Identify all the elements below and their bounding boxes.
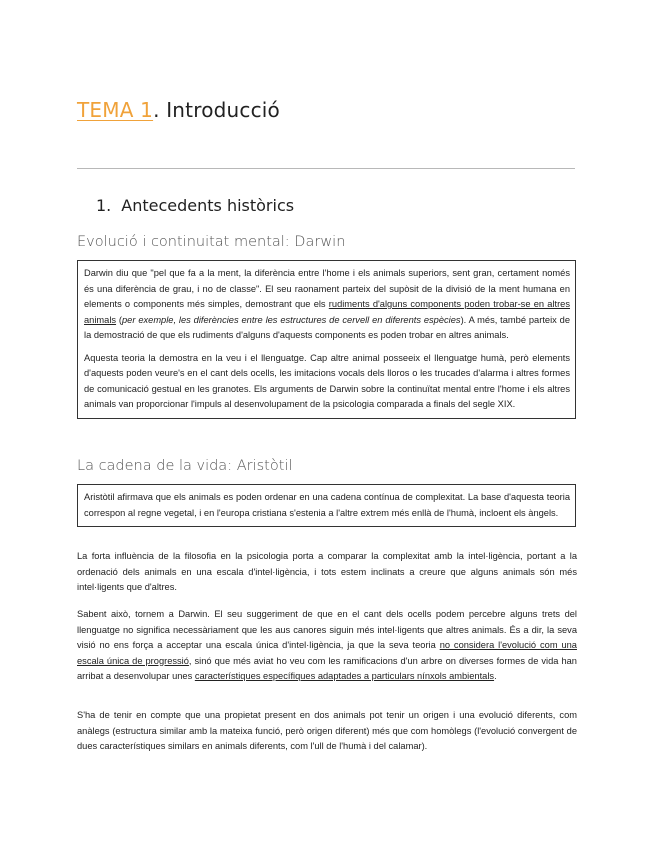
body-p2-c: . xyxy=(494,671,497,681)
body-p2-a: Sabent això, tornem a Darwin. El seu suggeriment de que en el cant dels ocells podem percebre alguns trets del llenguatge no significa necessàriament que les aus canores siguin més intel·ligents que altres animals. És a dir, la seva visió no ens força a acceptar una escala única d'intel·ligència, ja que la seva teoria xyxy=(77,609,577,650)
body-paragraph-3 xyxy=(77,708,577,755)
darwin-box xyxy=(77,260,576,419)
darwin-paragraph-1 xyxy=(84,266,570,344)
body-p1-text: La forta influència de la filosofia en la psicologia porta a comparar la complexitat amb la intel·ligència, portant a la ordenació dels animals en una escala d'intel·ligència, i tots estem inclinats a creure que alguns animals són més intel·ligents que d'altres. xyxy=(77,551,577,592)
section-number: 1. xyxy=(96,196,112,215)
page-title xyxy=(77,98,280,122)
aristotil-heading: La cadena de la vida: Aristòtil xyxy=(77,458,293,474)
darwin-p1-paren: ( xyxy=(116,314,123,325)
aristotil-paragraph: Aristòtil afirmava que els animals es poden ordenar en una cadena contínua de complexitat. La base d'aquesta teoria correspon al regne vegetal, i en l'europa cristiana s'estenia a l'altre extrem més enllà de l'humà, incloent els àngels. xyxy=(84,492,570,518)
body-p2-underlined-1: no considera l'evolució com una escala única de progressió xyxy=(77,640,577,666)
body-paragraph-1 xyxy=(77,549,577,596)
darwin-heading: Evolució i continuitat mental: Darwin xyxy=(77,234,346,250)
aristotil-box xyxy=(77,484,576,527)
section-heading xyxy=(96,196,294,215)
title-dot: . xyxy=(153,98,160,122)
section-label: Antecedents històrics xyxy=(121,196,295,215)
body-p2-underlined-2: característiques específiques adaptades a particulars nínxols ambientals xyxy=(194,671,495,681)
darwin-p1-end: ). A més, també parteix de la demostració de que els rudiments d'alguns d'aquests components es poden trobar en altres animals. xyxy=(84,314,570,340)
body-p2-b: , sinó que més aviat ho veu com les ramificacions d'un arbre on diverses formes de vida han arribat a desenvolupar unes xyxy=(77,655,577,681)
darwin-p1-italic: per exemple, les diferències entre les estructures de cervell en diferents espècies xyxy=(122,314,461,325)
darwin-p1-underlined: rudiments d'alguns components poden trobar-se en altres animals xyxy=(84,299,570,325)
body-p3-text: S'ha de tenir en compte que una propietat present en dos animals pot tenir un origen i una evolució diferents, com anàlegs (estructura similar amb la mateixa funció, però origen diferent) més que com homòlegs (l'evolució convergent de dues característiques similars en animals diferents, com l'ull de l'humà i del calamar). xyxy=(77,710,577,751)
body-p2-text xyxy=(77,607,577,685)
body-paragraph-2 xyxy=(77,607,577,685)
tema-label: TEMA 1 xyxy=(77,98,154,122)
darwin-paragraph-2: Aquesta teoria la demostra en la veu i el llenguatge. Cap altre animal posseeix el llenguatge humà, però elements d'aquests poden veure's en el cant dels ocells, les imitacions vocals dels lloros o les trucades d'alarma i altres formes de comunicació gestual en les granotes. Els arguments de Darwin sobre la continuïtat mental entre l'home i els altres animals van proporcionar l'impuls al desenvolupament de la psicologia comparada a finals del segle XIX. xyxy=(84,352,570,409)
horizontal-divider xyxy=(77,168,575,169)
title-text: Introducció xyxy=(159,98,280,122)
darwin-p1-text: Darwin diu que "pel que fa a la ment, la diferència entre l'home i els animals superiors, sent gran, certament només és una diferència de grau, i no de classe". El seu raonament parteix del supòsit de la divisió de la ment humana en elements o components més simples, demostrant que els xyxy=(84,268,570,309)
